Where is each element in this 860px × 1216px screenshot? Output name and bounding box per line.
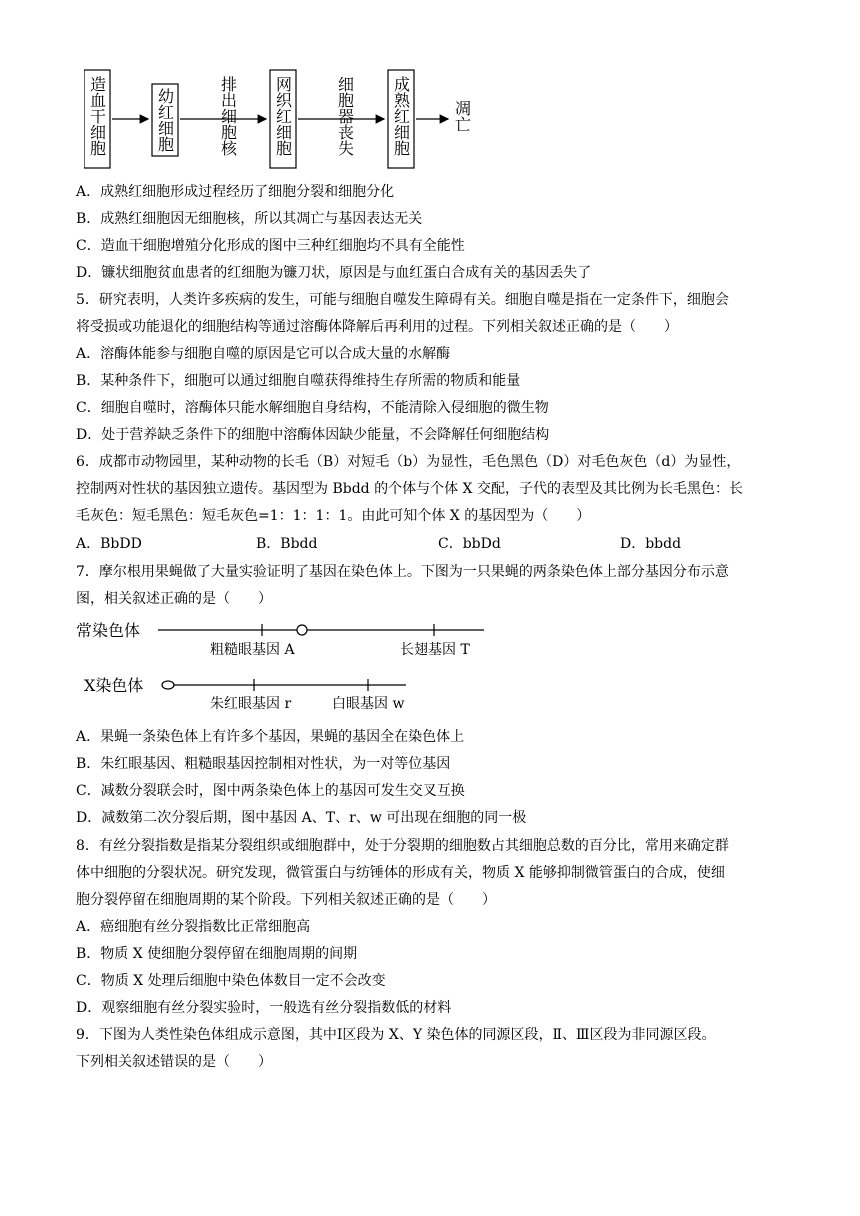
q7-option-d: D．减数第二次分裂后期，图中基因 A、T、r、w 可出现在细胞的同一极 (76, 810, 527, 826)
autosome-centromere (297, 625, 307, 635)
flow-arrow-label-organelles: 细胞器丧失 (335, 76, 355, 156)
autosome-gene-a: 粗糙眼基因 A (210, 642, 295, 658)
q6-option-a: A．BbDD (76, 536, 142, 552)
q5-stem-line-2: 将受损或功能退化的细胞结构等通过溶酶体降解后再利用的过程。下列相关叙述正确的是（ ） (76, 319, 678, 335)
q6-stem-line-3: 毛灰色：短毛黑色：短毛灰色=1：1：1：1。由此可知个体 X 的基因型为（ ） (76, 508, 591, 524)
q5-option-d: D．处于营养缺乏条件下的细胞中溶酶体因缺少能量，不会降解任何细胞结构 (76, 427, 550, 443)
q6-option-d: D．bbdd (620, 536, 682, 552)
q7-stem-line-1: 7．摩尔根用果蝇做了大量实验证明了基因在染色体上。下图为一只果蝇的两条染色体上部分基因分布示意 (76, 564, 729, 580)
x-gene-r: 朱红眼基因 r (210, 696, 292, 712)
q6-option-c: C．bbDd (438, 536, 501, 552)
red-cell-flow-diagram (84, 66, 484, 174)
q4-option-b: B．成熟红细胞因无细胞核，所以其凋亡与基因表达无关 (76, 211, 423, 227)
q5-option-c: C．细胞自噬时，溶酶体只能水解细胞自身结构，不能清除入侵细胞的微生物 (76, 400, 549, 416)
chromosome-diagram (76, 616, 496, 716)
x-centromere (162, 681, 174, 689)
flow-box-reticulocyte-label: 网织红细胞 (273, 76, 293, 156)
q4-option-d: D．镰状细胞贫血患者的红细胞为镰刀状，原因是与血红蛋白合成有关的基因丢失了 (76, 265, 592, 281)
q8-stem-line-3: 胞分裂停留在细胞周期的某个阶段。下列相关叙述正确的是（ ） (76, 892, 496, 908)
flow-box-mature-rbc-label: 成熟红细胞 (391, 76, 411, 156)
q6-stem-line-1: 6．成都市动物园里，某种动物的长毛（B）对短毛（b）为显性，毛色黑色（D）对毛色灰色（d）为显性， (76, 454, 741, 470)
q5-stem-line-1: 5．研究表明，人类许多疾病的发生，可能与细胞自噬发生障碍有关。细胞自噬是指在一定条件下，细胞会 (76, 292, 729, 308)
flow-box-erythroblast-label: 幼红细胞 (155, 88, 175, 152)
q8-option-c: C．物质 X 处理后细胞中染色体数目一定不会改变 (76, 973, 386, 989)
x-chromosome-label: X染色体 (84, 676, 144, 695)
q8-stem-line-1: 8．有丝分裂指数是指某分裂组织或细胞群中，处于分裂期的细胞数占其细胞总数的百分比，常用来确定群 (76, 838, 729, 854)
q5-option-a: A．溶酶体能参与细胞自噬的原因是它可以合成大量的水解酶 (76, 346, 451, 362)
q6-option-b: B．Bbdd (256, 536, 318, 552)
q5-option-b: B．某种条件下，细胞可以通过细胞自噬获得维持生存所需的物质和能量 (76, 373, 521, 389)
flow-arrow-label-nucleus: 排出细胞核 (218, 76, 238, 156)
autosome-label: 常染色体 (76, 621, 141, 640)
q7-option-b: B．朱红眼基因、粗糙眼基因控制相对性状，为一对等位基因 (76, 756, 451, 772)
flow-box-hsc-label: 造血干细胞 (87, 76, 107, 156)
q6-stem-line-2: 控制两对性状的基因独立遗传。基因型为 Bbdd 的个体与个体 X 交配，子代的表型及其比例为长毛黑色：长 (76, 481, 743, 497)
q4-option-a: A．成熟红细胞形成过程经历了细胞分裂和细胞分化 (76, 184, 395, 200)
q8-option-d: D．观察细胞有丝分裂实验时，一般选有丝分裂指数低的材料 (76, 1000, 452, 1016)
q9-stem-line-1: 9．下图为人类性染色体组成示意图，其中Ⅰ区段为 X、Y 染色体的同源区段，Ⅱ、Ⅲ区段为非同源区段。 (76, 1027, 716, 1043)
q4-option-c: C．造血干细胞增殖分化形成的图中三种红细胞均不具有全能性 (76, 238, 465, 254)
q6-options-row (76, 534, 796, 554)
q8-option-a: A．癌细胞有丝分裂指数比正常细胞高 (76, 919, 311, 935)
q9-stem-line-2: 下列相关叙述错误的是（ ） (76, 1054, 272, 1070)
flow-end-label: 凋亡 (452, 100, 472, 132)
q7-option-c: C．减数分裂联会时，图中两条染色体上的基因可发生交叉互换 (76, 783, 465, 799)
autosome-gene-t: 长翅基因 T (400, 642, 470, 658)
q8-stem-line-2: 体中细胞的分裂状况。研究发现，微管蛋白与纺锤体的形成有关，物质 X 能够抑制微管蛋白的合成，使细 (76, 865, 725, 881)
x-gene-w: 白眼基因 w (332, 696, 405, 712)
q7-option-a: A．果蝇一条染色体上有许多个基因，果蝇的基因全在染色体上 (76, 729, 465, 745)
q8-option-b: B．物质 X 使细胞分裂停留在细胞周期的间期 (76, 946, 358, 962)
q7-stem-line-2: 图，相关叙述正确的是（ ） (76, 591, 272, 607)
